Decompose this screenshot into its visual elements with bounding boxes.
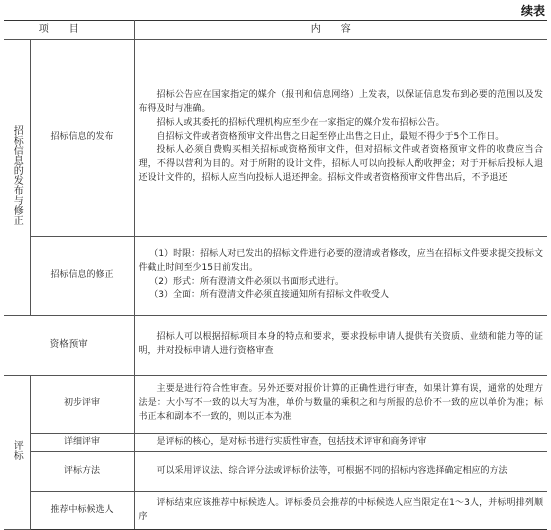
prelim-paragraph: 主要是进行符合性审查。另外还要对报价计算的正确性进行审查，如果计算有误，通常的处理方法是：大小写不一致的以大写为准，单价与数量的乘积之和与所报的总价不一致的应以单价为准；标书正本和副本不一致的，则以正本为准: [138, 384, 543, 422]
amend-paragraph: （3）全面：所有澄清文件必须直接通知所有招标文件收受人: [149, 290, 390, 301]
content-release: [134, 39, 547, 236]
prequal-paragraph: 招标人可以根据招标项目本身的特点和要求，要求投标申请人提供有关资质、业绩和能力等的证明，并对投标申请人进行资格审查: [138, 332, 543, 356]
content-prelim-review: [134, 375, 547, 433]
table-header-row: [4, 21, 547, 40]
content-detailed-review: [134, 433, 547, 452]
method-paragraph: 可以采用评议法、综合评分法或评标价法等，可根据不同的招标内容选择确定相应的方法: [156, 465, 508, 476]
table-row-release: [4, 39, 547, 236]
subitem-eval-method: 评标方法: [30, 452, 134, 492]
subitem-detailed-review: 详细评审: [30, 433, 134, 452]
table-row-amend: [4, 236, 547, 315]
header-content: 内容: [134, 21, 547, 40]
subitem-release: 招标信息的发布: [30, 39, 134, 236]
table-row-recommend: [4, 492, 547, 530]
detailed-paragraph: 是评标的核心，是对标书进行实质性审查，包括技术评审和商务评审: [156, 436, 427, 447]
category-publish-amend-label: 招标信息的发布与修正: [11, 125, 23, 225]
release-paragraph: 招标人或其委托的招标代理机构应至少在一家指定的媒介发布招标公告。: [156, 117, 445, 128]
subitem-recommend: 推荐中标候选人: [30, 492, 134, 530]
category-prequal: 资格预审: [4, 315, 134, 375]
table-row-prequal: [4, 315, 547, 375]
release-paragraph: 招标公告应在国家指定的媒介（报刊和信息网络）上发表，以保证信息发布到必要的范围以及发布得及时与准确。: [138, 89, 543, 114]
content-amend: [134, 236, 547, 315]
subitem-amend: 招标信息的修正: [30, 236, 134, 315]
bidding-spec-table: [4, 20, 547, 530]
category-evaluation: [4, 375, 30, 530]
header-item: 项目: [4, 21, 134, 40]
amend-paragraph: （2）形式：所有澄清文件必须以书面形式进行。: [149, 276, 345, 287]
subitem-prelim-review: 初步评审: [30, 375, 134, 433]
content-eval-method: [134, 452, 547, 492]
table-row-method: [4, 452, 547, 492]
release-paragraph: 投标人必须自费购买相关招标或资格预审文件，但对招标文件或者资格预审文件的收费应当合理，不得以营利为目的。对于所附的设计文件，招标人可以向投标人酌收押金；对于开标后投标人退还设计文件的，招标人应当向投标人退还押金。招标文件或者资格预审文件售出后，不予退还: [138, 145, 543, 184]
content-recommend: [134, 492, 547, 530]
table-row-detailed: [4, 433, 547, 452]
table-row-prelim: [4, 375, 547, 433]
category-evaluation-label: 评标: [11, 440, 23, 461]
continued-label: 续表: [520, 4, 545, 18]
category-publish-amend: [4, 39, 30, 315]
amend-paragraph: （1）时限：招标人对已发出的招标文件进行必要的澄清或者修改，应当在招标文件要求提交投标文件截止时间至少15日前发出。: [138, 248, 543, 273]
release-paragraph: 自招标文件或者资格预审文件出售之日起至停止出售之日止，最短不得少于5个工作日。: [156, 131, 505, 142]
recommend-paragraph: 评标结束应该推荐中标候选人。评标委员会推荐的中标候选人应当限定在1～3人，并标明排列顺序: [138, 498, 543, 522]
content-prequal: [134, 315, 547, 375]
